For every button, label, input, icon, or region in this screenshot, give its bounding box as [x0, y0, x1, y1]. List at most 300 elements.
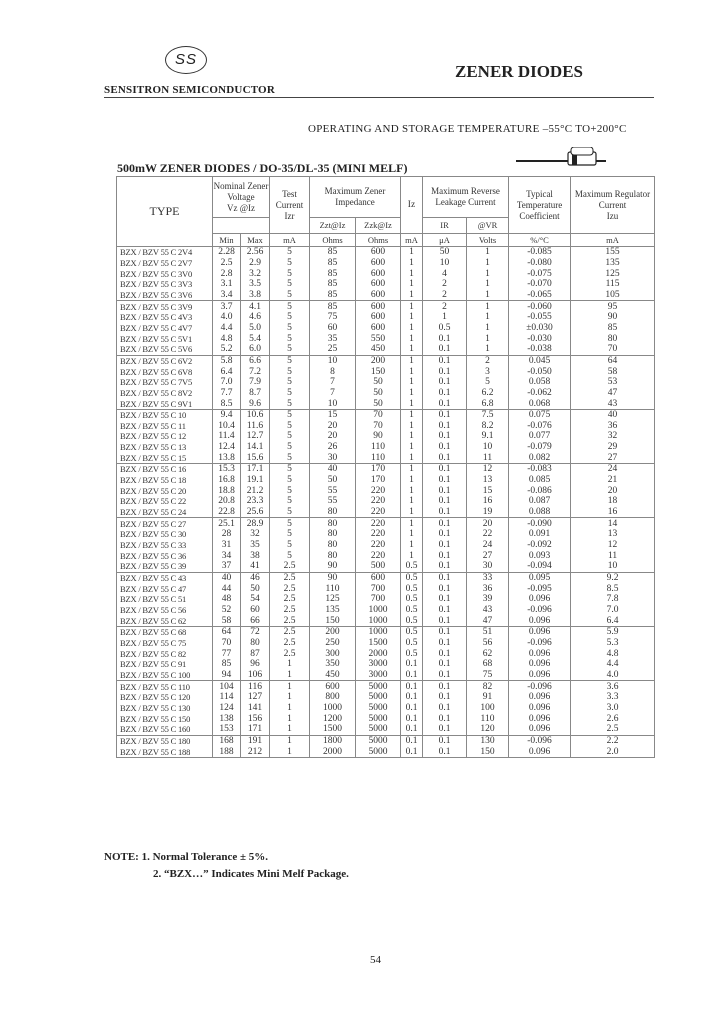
value-cell: 1: [401, 333, 423, 344]
test-current-header: Test Current Izr: [270, 177, 310, 234]
value-cell: 120: [467, 724, 509, 735]
value-cell: 60: [241, 605, 270, 616]
value-cell: 60: [310, 323, 356, 334]
value-cell: 0.1: [423, 421, 467, 432]
value-cell: 2: [423, 290, 467, 301]
value-cell: 11: [467, 452, 509, 463]
value-cell: 4.8: [213, 333, 241, 344]
table-row: [117, 692, 655, 703]
value-cell: 8: [310, 366, 356, 377]
type-cell: BZX / BZV 55 C 188: [117, 746, 213, 757]
table-row: [117, 746, 655, 757]
value-cell: 138: [213, 713, 241, 724]
value-cell: 90: [310, 561, 356, 572]
value-cell: 50: [310, 475, 356, 486]
table-row: [117, 312, 655, 323]
table-row: [117, 247, 655, 258]
value-cell: 3000: [356, 659, 401, 670]
value-cell: 5: [270, 496, 310, 507]
value-cell: 135: [310, 605, 356, 616]
value-cell: 85: [310, 279, 356, 290]
value-cell: 5: [270, 355, 310, 366]
value-cell: 0.096: [509, 648, 571, 659]
value-cell: 0.1: [423, 507, 467, 518]
value-cell: 2.2: [571, 735, 655, 746]
type-cell: BZX / BZV 55 C 3V9: [117, 301, 213, 312]
value-cell: 82: [467, 681, 509, 692]
value-cell: 1: [467, 290, 509, 301]
value-cell: 31: [213, 540, 241, 551]
value-cell: 600: [356, 247, 401, 258]
value-cell: 50: [356, 377, 401, 388]
value-cell: 50: [356, 388, 401, 399]
value-cell: 0.1: [423, 670, 467, 681]
value-cell: 5: [270, 507, 310, 518]
value-cell: 0.5: [401, 605, 423, 616]
value-cell: 5: [467, 377, 509, 388]
value-cell: 4.1: [241, 301, 270, 312]
value-cell: -0.095: [509, 583, 571, 594]
value-cell: 4.4: [213, 323, 241, 334]
value-cell: 2: [467, 355, 509, 366]
value-cell: 0.1: [401, 724, 423, 735]
value-cell: 550: [356, 333, 401, 344]
value-cell: 46: [241, 572, 270, 583]
value-cell: 124: [213, 703, 241, 714]
value-cell: 220: [356, 507, 401, 518]
value-cell: 150: [356, 366, 401, 377]
value-cell: 5.9: [571, 626, 655, 637]
value-cell: 141: [241, 703, 270, 714]
value-cell: 7.0: [571, 605, 655, 616]
value-cell: 5: [270, 268, 310, 279]
value-cell: 20.8: [213, 496, 241, 507]
table-row: [117, 507, 655, 518]
table-body: [117, 247, 655, 758]
value-cell: 5000: [356, 703, 401, 714]
value-cell: 0.087: [509, 496, 571, 507]
value-cell: -0.086: [509, 485, 571, 496]
value-cell: 6.2: [467, 388, 509, 399]
type-cell: BZX / BZV 55 C 47: [117, 583, 213, 594]
value-cell: 5: [270, 518, 310, 529]
value-cell: 1: [401, 442, 423, 453]
value-cell: 43: [571, 398, 655, 409]
value-cell: 127: [241, 692, 270, 703]
value-cell: 8.7: [241, 388, 270, 399]
value-cell: 0.1: [423, 344, 467, 355]
value-cell: 0.1: [423, 583, 467, 594]
page-title: ZENER DIODES: [455, 62, 584, 81]
type-cell: BZX / BZV 55 C 10: [117, 409, 213, 420]
value-cell: 212: [241, 746, 270, 757]
value-cell: 0.5: [401, 583, 423, 594]
value-cell: 105: [571, 290, 655, 301]
value-cell: 150: [310, 615, 356, 626]
value-cell: 70: [571, 344, 655, 355]
value-cell: -0.096: [509, 681, 571, 692]
value-cell: 1: [401, 258, 423, 269]
value-cell: 300: [310, 648, 356, 659]
value-cell: 4.4: [571, 659, 655, 670]
value-cell: 22: [467, 529, 509, 540]
value-cell: 1: [401, 247, 423, 258]
value-cell: 5: [270, 258, 310, 269]
type-cell: BZX / BZV 55 C 27: [117, 518, 213, 529]
value-cell: 0.5: [401, 615, 423, 626]
value-cell: 24: [571, 464, 655, 475]
value-cell: 5: [270, 366, 310, 377]
type-cell: BZX / BZV 55 C 20: [117, 485, 213, 496]
type-cell: BZX / BZV 55 C 2V4: [117, 247, 213, 258]
value-cell: 40: [213, 572, 241, 583]
value-cell: 15.6: [241, 452, 270, 463]
value-cell: 114: [213, 692, 241, 703]
value-cell: 27: [467, 550, 509, 561]
value-cell: 5.4: [241, 333, 270, 344]
value-cell: 0.082: [509, 452, 571, 463]
table-row: [117, 626, 655, 637]
value-cell: 2.5: [270, 594, 310, 605]
type-cell: BZX / BZV 55 C 11: [117, 421, 213, 432]
value-cell: 0.1: [423, 681, 467, 692]
value-cell: 0.1: [401, 670, 423, 681]
value-cell: 64: [571, 355, 655, 366]
value-cell: 600: [356, 268, 401, 279]
value-cell: 85: [571, 323, 655, 334]
value-cell: 2.0: [571, 746, 655, 757]
value-cell: 3.1: [213, 279, 241, 290]
value-cell: 80: [310, 550, 356, 561]
type-cell: BZX / BZV 55 C 30: [117, 529, 213, 540]
table-row: [117, 681, 655, 692]
table-row: [117, 452, 655, 463]
value-cell: 0.096: [509, 670, 571, 681]
type-cell: BZX / BZV 55 C 12: [117, 431, 213, 442]
value-cell: -0.096: [509, 638, 571, 649]
type-cell: BZX / BZV 55 C 62: [117, 615, 213, 626]
value-cell: 5: [270, 301, 310, 312]
value-cell: 110: [467, 713, 509, 724]
type-cell: BZX / BZV 55 C 36: [117, 550, 213, 561]
value-cell: 0.095: [509, 572, 571, 583]
value-cell: 5: [270, 409, 310, 420]
value-cell: 170: [356, 475, 401, 486]
unit-cell: mA: [571, 234, 655, 247]
value-cell: -0.030: [509, 333, 571, 344]
value-cell: 1: [401, 377, 423, 388]
value-cell: 2.5: [270, 561, 310, 572]
notes: [104, 851, 349, 880]
type-header: TYPE: [117, 177, 213, 247]
table-row: [117, 703, 655, 714]
value-cell: 17.1: [241, 464, 270, 475]
value-cell: 1: [270, 735, 310, 746]
value-cell: 94: [213, 670, 241, 681]
value-cell: 0.058: [509, 377, 571, 388]
company-name: SENSITRON SEMICONDUCTOR: [104, 84, 275, 96]
value-cell: 5: [270, 442, 310, 453]
value-cell: 5: [270, 475, 310, 486]
unit-cell: mA: [270, 234, 310, 247]
value-cell: 116: [241, 681, 270, 692]
value-cell: 0.1: [401, 692, 423, 703]
value-cell: 6.0: [241, 344, 270, 355]
table-row: [117, 421, 655, 432]
value-cell: 1: [401, 388, 423, 399]
value-cell: 24: [467, 540, 509, 551]
value-cell: 600: [356, 290, 401, 301]
value-cell: ±0.030: [509, 323, 571, 334]
value-cell: 85: [310, 258, 356, 269]
table-row: [117, 670, 655, 681]
value-cell: 220: [356, 550, 401, 561]
value-cell: 5000: [356, 681, 401, 692]
table-row: [117, 594, 655, 605]
value-cell: 1: [401, 409, 423, 420]
value-cell: 20: [310, 421, 356, 432]
value-cell: 0.1: [423, 475, 467, 486]
value-cell: 156: [241, 713, 270, 724]
value-cell: 37: [213, 561, 241, 572]
value-cell: 75: [467, 670, 509, 681]
value-cell: 2.28: [213, 247, 241, 258]
value-cell: 2.9: [241, 258, 270, 269]
value-cell: 66: [241, 615, 270, 626]
value-cell: 14: [571, 518, 655, 529]
ir-header: IR: [423, 218, 467, 234]
value-cell: 11.4: [213, 431, 241, 442]
value-cell: 7: [310, 377, 356, 388]
value-cell: 80: [310, 540, 356, 551]
value-cell: 48: [213, 594, 241, 605]
value-cell: 0.1: [423, 496, 467, 507]
value-cell: 350: [310, 659, 356, 670]
value-cell: 80: [571, 333, 655, 344]
value-cell: 26: [310, 442, 356, 453]
value-cell: 5: [270, 279, 310, 290]
value-cell: 90: [310, 572, 356, 583]
value-cell: 6.8: [467, 398, 509, 409]
value-cell: 38: [241, 550, 270, 561]
value-cell: 90: [356, 431, 401, 442]
value-cell: 1: [467, 258, 509, 269]
type-cell: BZX / BZV 55 C 22: [117, 496, 213, 507]
value-cell: 36: [571, 421, 655, 432]
value-cell: 0.096: [509, 703, 571, 714]
value-cell: 5: [270, 540, 310, 551]
value-cell: 18: [571, 496, 655, 507]
value-cell: 1: [467, 301, 509, 312]
type-cell: BZX / BZV 55 C 100: [117, 670, 213, 681]
table-row: [117, 323, 655, 334]
value-cell: -0.083: [509, 464, 571, 475]
value-cell: 2.5: [213, 258, 241, 269]
value-cell: 0.1: [423, 703, 467, 714]
value-cell: 188: [213, 746, 241, 757]
value-cell: 50: [241, 583, 270, 594]
value-cell: 18.8: [213, 485, 241, 496]
type-cell: BZX / BZV 55 C 6V8: [117, 366, 213, 377]
table-row: [117, 561, 655, 572]
table-row: [117, 724, 655, 735]
type-cell: BZX / BZV 55 C 5V1: [117, 333, 213, 344]
value-cell: 220: [356, 540, 401, 551]
value-cell: 600: [356, 301, 401, 312]
value-cell: 1: [270, 746, 310, 757]
table-row: [117, 344, 655, 355]
page-number: 54: [370, 954, 381, 966]
value-cell: 1: [401, 529, 423, 540]
value-cell: 3.3: [571, 692, 655, 703]
value-cell: 85: [310, 301, 356, 312]
type-cell: BZX / BZV 55 C 75: [117, 638, 213, 649]
value-cell: 0.1: [423, 550, 467, 561]
value-cell: 500: [356, 561, 401, 572]
value-cell: -0.096: [509, 735, 571, 746]
value-cell: 2.5: [270, 648, 310, 659]
value-cell: 36: [467, 583, 509, 594]
value-cell: 1: [401, 540, 423, 551]
value-cell: 1: [423, 312, 467, 323]
value-cell: 0.096: [509, 746, 571, 757]
value-cell: 10: [310, 398, 356, 409]
value-cell: 28: [213, 529, 241, 540]
value-cell: 1: [401, 323, 423, 334]
value-cell: 16: [467, 496, 509, 507]
value-cell: 28.9: [241, 518, 270, 529]
value-cell: 0.1: [423, 431, 467, 442]
value-cell: 250: [310, 638, 356, 649]
value-cell: 700: [356, 583, 401, 594]
value-cell: -0.076: [509, 421, 571, 432]
type-cell: BZX / BZV 55 C 6V2: [117, 355, 213, 366]
value-cell: 0.1: [423, 366, 467, 377]
type-cell: BZX / BZV 55 C 4V3: [117, 312, 213, 323]
value-cell: 0.1: [423, 409, 467, 420]
value-cell: 87: [241, 648, 270, 659]
value-cell: 2.8: [213, 268, 241, 279]
value-cell: 5: [270, 247, 310, 258]
value-cell: 450: [356, 344, 401, 355]
value-cell: 5: [270, 333, 310, 344]
value-cell: 104: [213, 681, 241, 692]
value-cell: 1: [401, 550, 423, 561]
value-cell: 0.1: [423, 485, 467, 496]
value-cell: 0.1: [401, 746, 423, 757]
value-cell: 0.1: [423, 746, 467, 757]
table-row: [117, 301, 655, 312]
table-row: [117, 713, 655, 724]
value-cell: 85: [310, 268, 356, 279]
value-cell: 1: [401, 355, 423, 366]
value-cell: 80: [241, 638, 270, 649]
value-cell: 58: [571, 366, 655, 377]
value-cell: 52: [213, 605, 241, 616]
value-cell: 0.1: [423, 529, 467, 540]
value-cell: 220: [356, 485, 401, 496]
value-cell: 5: [270, 431, 310, 442]
value-cell: 9.4: [213, 409, 241, 420]
value-cell: 0.075: [509, 409, 571, 420]
value-cell: 171: [241, 724, 270, 735]
table-row: [117, 279, 655, 290]
value-cell: -0.038: [509, 344, 571, 355]
value-cell: 168: [213, 735, 241, 746]
type-cell: BZX / BZV 55 C 33: [117, 540, 213, 551]
table-row: [117, 615, 655, 626]
value-cell: 12: [467, 464, 509, 475]
value-cell: 110: [356, 442, 401, 453]
value-cell: 9.2: [571, 572, 655, 583]
value-cell: 25.6: [241, 507, 270, 518]
value-cell: 0.096: [509, 713, 571, 724]
value-cell: -0.092: [509, 540, 571, 551]
value-cell: 35: [241, 540, 270, 551]
value-cell: 12: [571, 540, 655, 551]
table-row: [117, 540, 655, 551]
value-cell: 5: [270, 344, 310, 355]
value-cell: 5000: [356, 746, 401, 757]
value-cell: 70: [356, 421, 401, 432]
value-cell: 12.4: [213, 442, 241, 453]
value-cell: 5: [270, 550, 310, 561]
value-cell: -0.085: [509, 247, 571, 258]
table-row: [117, 529, 655, 540]
value-cell: 155: [571, 247, 655, 258]
value-cell: -0.096: [509, 605, 571, 616]
value-cell: -0.055: [509, 312, 571, 323]
value-cell: 125: [571, 268, 655, 279]
value-cell: 153: [213, 724, 241, 735]
type-cell: BZX / BZV 55 C 150: [117, 713, 213, 724]
value-cell: 56: [467, 638, 509, 649]
value-cell: 5.8: [213, 355, 241, 366]
value-cell: 5: [270, 312, 310, 323]
value-cell: 70: [356, 409, 401, 420]
value-cell: 2.5: [270, 626, 310, 637]
type-cell: BZX / BZV 55 C 68: [117, 626, 213, 637]
value-cell: 1200: [310, 713, 356, 724]
value-cell: 10.4: [213, 421, 241, 432]
value-cell: 1: [401, 290, 423, 301]
value-cell: 1: [401, 518, 423, 529]
type-cell: BZX / BZV 55 C 160: [117, 724, 213, 735]
value-cell: 200: [356, 355, 401, 366]
type-cell: BZX / BZV 55 C 120: [117, 692, 213, 703]
value-cell: 33: [467, 572, 509, 583]
table-row: [117, 398, 655, 409]
value-cell: 85: [213, 659, 241, 670]
value-cell: 75: [310, 312, 356, 323]
type-cell: BZX / BZV 55 C 18: [117, 475, 213, 486]
table-row: [117, 518, 655, 529]
value-cell: 1: [270, 703, 310, 714]
unit-cell: mA: [401, 234, 423, 247]
value-cell: 150: [467, 746, 509, 757]
value-cell: -0.070: [509, 279, 571, 290]
value-cell: 5: [270, 388, 310, 399]
value-cell: 14.1: [241, 442, 270, 453]
value-cell: 1: [401, 312, 423, 323]
value-cell: 0.1: [401, 735, 423, 746]
value-cell: 0.1: [423, 333, 467, 344]
type-cell: BZX / BZV 55 C 9V1: [117, 398, 213, 409]
value-cell: 5.0: [241, 323, 270, 334]
value-cell: 25.1: [213, 518, 241, 529]
value-cell: 32: [571, 431, 655, 442]
table-row: [117, 442, 655, 453]
